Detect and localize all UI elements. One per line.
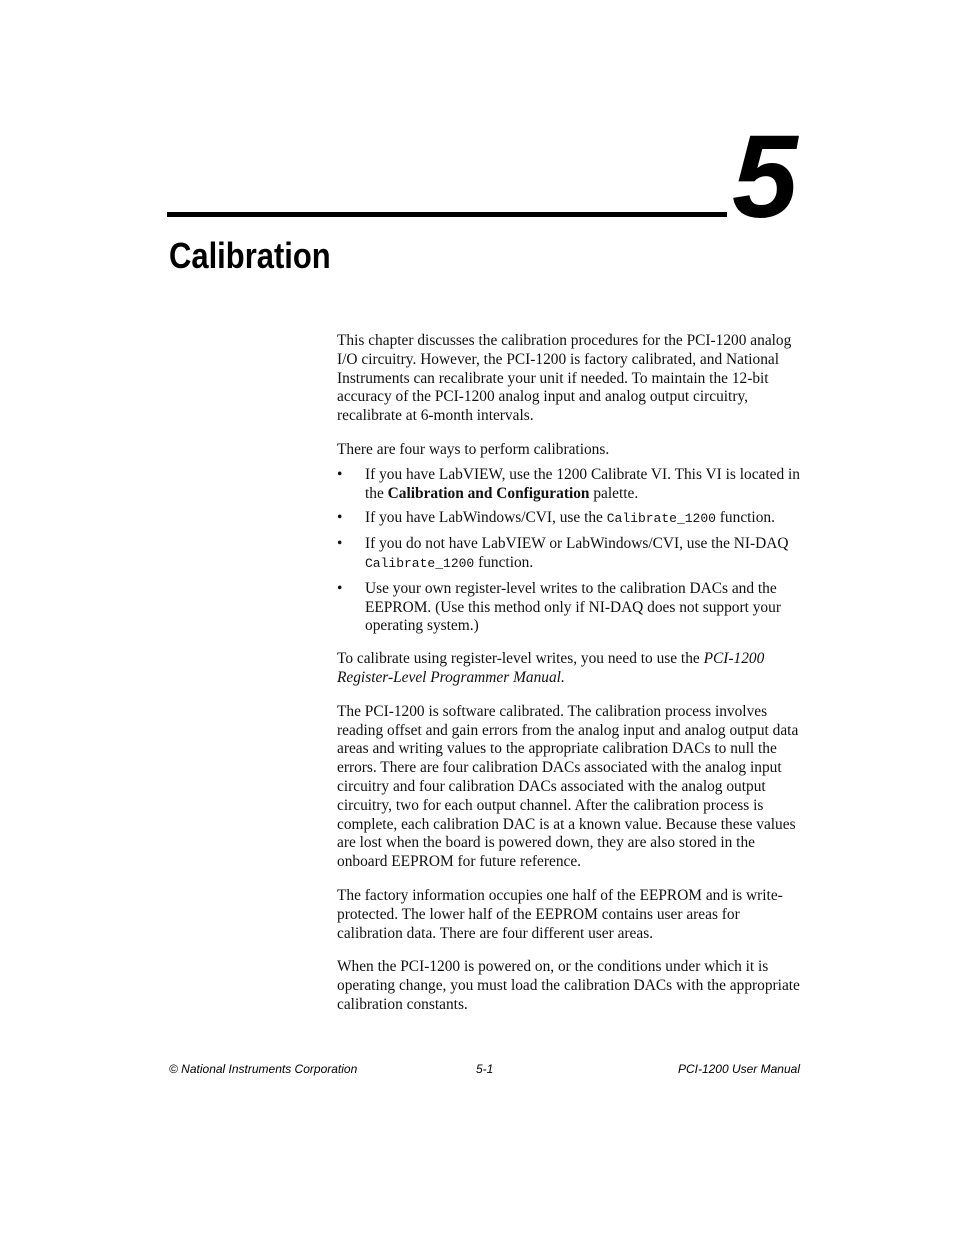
- software-paragraph: The PCI-1200 is software calibrated. The calibration process involves reading offset and gain errors from the analog input and analog output data areas and writing values to the appropriate calibration DACs to null the errors. There are four calibration DACs associated with the analog input circuitry and four calibration DACs associated with the analog output circuitry, two for each output channel. After the calibration process is complete, each calibration DAC is at a known value. Because these values are lost when the board is powered down, they are also stored in the onboard EEPROM for future reference.: [337, 702, 799, 871]
- chapter-body: [337, 332, 801, 1030]
- footer-copyright: © National Instruments Corporation: [169, 1062, 358, 1076]
- chapter-title: Calibration: [169, 235, 331, 276]
- nidaq-text: If you do not have LabVIEW or LabWindows/CVI, use the NI-DAQ: [365, 535, 789, 553]
- palette-name: Calibration and Configuration: [387, 484, 590, 502]
- list-item-cvi: [337, 509, 801, 529]
- nidaq-function-name: Calibrate_1200: [365, 555, 475, 571]
- list-item-nidaq: [337, 535, 801, 574]
- nidaq-text-end: function.: [474, 553, 534, 571]
- chapter-number: 5: [732, 111, 796, 243]
- list-item-register: • Use your own register-level writes to the calibration DACs and the EEPROM. (Use this method only if NI-DAQ does not support your operating system.): [337, 580, 801, 636]
- chapter-rule: [167, 212, 727, 217]
- footer-page-number: 5-1: [476, 1062, 494, 1076]
- factory-paragraph: The factory information occupies one half of the EEPROM and is write-protected. The lower half of the EEPROM contains user areas for calibration data. There are four different user areas.: [337, 886, 783, 942]
- cvi-text: If you have LabWindows/CVI, use the: [365, 509, 607, 527]
- register-paragraph: [337, 650, 801, 688]
- list-item-labview: [337, 466, 801, 504]
- cvi-function-name: Calibrate_1200: [606, 511, 716, 527]
- footer-manual-title: PCI-1200 User Manual: [677, 1062, 800, 1076]
- manual-reference: PCI-1200 Register-Level Programmer Manual.: [337, 650, 765, 686]
- cvi-text-end: function.: [715, 509, 775, 527]
- calibration-methods-list: [337, 466, 801, 636]
- powered-paragraph: When the PCI-1200 is powered on, or the conditions under which it is operating change, you must load the calibration DACs with the appropriate calibration constants.: [337, 958, 800, 1013]
- labview-text: If you have LabVIEW, use the 1200 Calibrate VI. This VI is located in the: [365, 465, 800, 502]
- labview-text-end: palette.: [589, 484, 639, 502]
- register-text: To calibrate using register-level writes, you need to use the: [337, 650, 704, 668]
- intro-paragraph: This chapter discusses the calibration procedures for the PCI-1200 analog I/O circuitry. However, the PCI-1200 is factory calibrated, and National Instruments can recalibrate your unit if needed. To maintain the 12-bit accuracy of the PCI-1200 analog input and analog output circuitry, recalibrate at 6-month intervals.: [337, 332, 792, 425]
- ways-paragraph: There are four ways to perform calibrations.: [337, 440, 610, 458]
